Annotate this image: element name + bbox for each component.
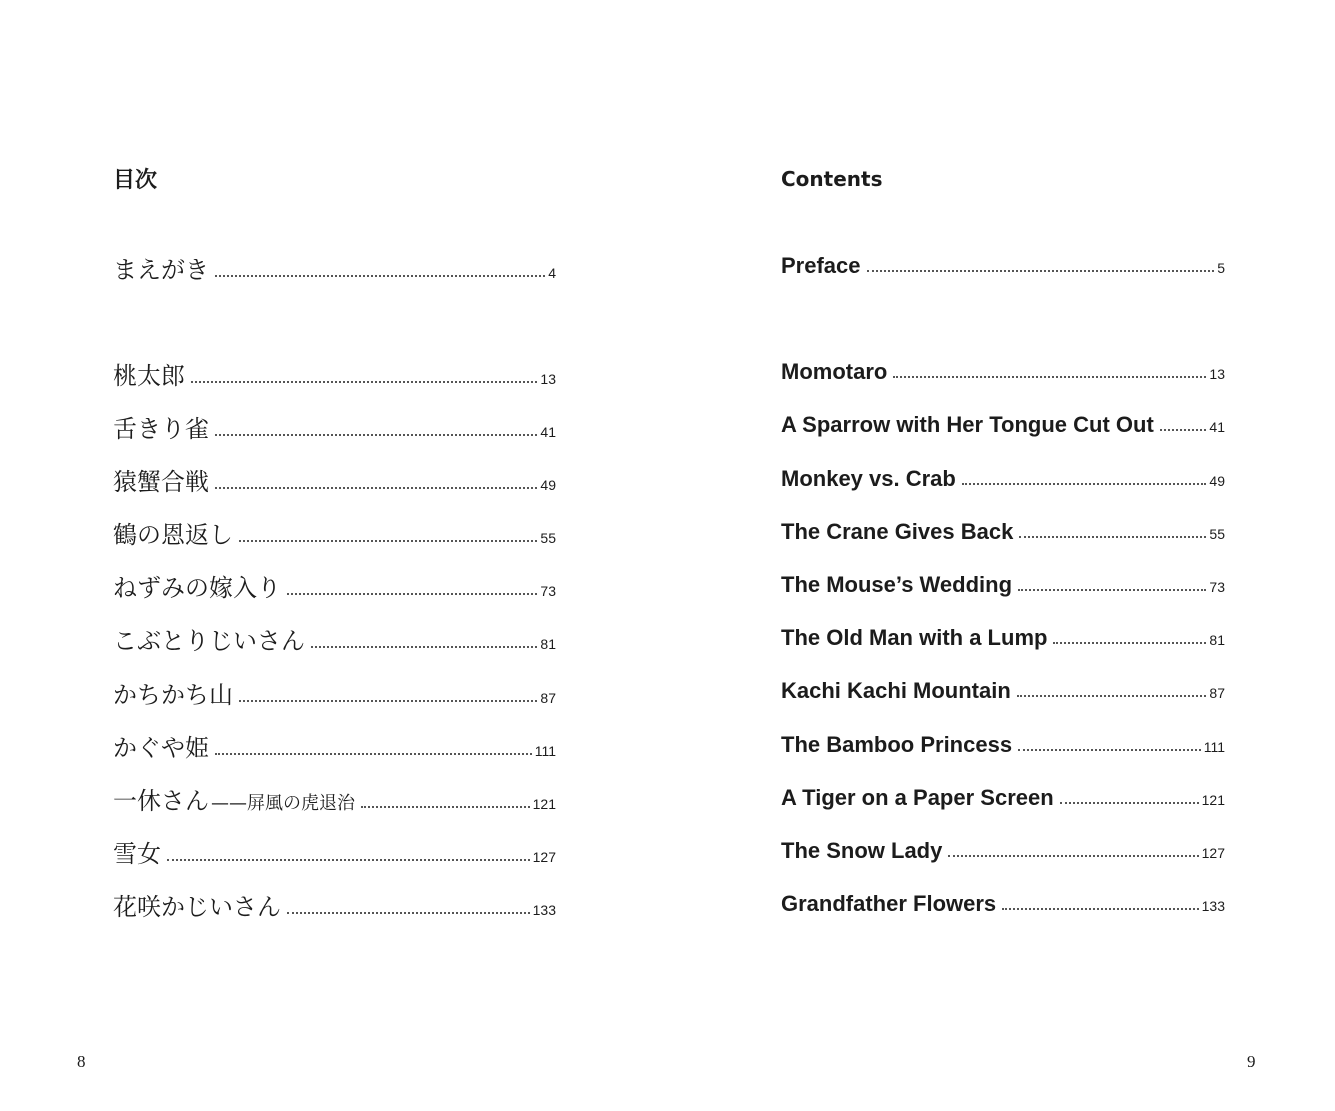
toc-entry[interactable]: [113, 887, 556, 922]
dot-leader: [215, 434, 537, 436]
entry-title: 雪女: [113, 840, 161, 868]
dot-leader: [1017, 695, 1207, 697]
entry-title: The Bamboo Princess: [781, 732, 1013, 757]
entry-title: Grandfather Flowers: [781, 891, 997, 916]
dot-leader: [311, 646, 537, 648]
left-page: [0, 0, 667, 1111]
toc-entry[interactable]: [781, 412, 1225, 438]
entry-title: 舌きり雀: [113, 415, 209, 443]
entry-title: かちかち山: [113, 681, 233, 709]
entry-page-number: 127: [1201, 845, 1225, 861]
toc-entry[interactable]: [113, 728, 556, 763]
dot-leader: [948, 855, 1198, 857]
entry-title: 一休さん: [113, 787, 209, 815]
entry-page-number: 13: [1209, 366, 1225, 382]
entry-page-number: 87: [1209, 685, 1225, 701]
toc-entry[interactable]: [781, 785, 1225, 811]
entry-page-number: 111: [534, 743, 556, 759]
dot-leader: [867, 270, 1215, 272]
entry-title: The Crane Gives Back: [781, 519, 1014, 544]
entry-title: 花咲かじいさん: [113, 893, 281, 921]
toc-entry[interactable]: [781, 625, 1225, 651]
dot-leader: [287, 593, 537, 595]
entry-title: 猿蟹合戦: [113, 468, 209, 496]
toc-entry[interactable]: [781, 891, 1225, 917]
toc-entry[interactable]: [113, 462, 556, 497]
toc-heading-english: Contents: [781, 167, 883, 191]
entry-page-number: 111: [1203, 739, 1225, 755]
entry-page-number: 13: [540, 371, 556, 387]
dot-leader: [167, 859, 530, 861]
entry-page-number: 121: [1201, 792, 1225, 808]
toc-entry[interactable]: [781, 466, 1225, 492]
dot-leader: [893, 376, 1206, 378]
entry-title: Monkey vs. Crab: [781, 466, 956, 491]
entry-page-number: 49: [540, 477, 556, 493]
entry-page-number: 41: [540, 424, 556, 440]
dot-leader: [215, 753, 532, 755]
entry-title: 桃太郎: [113, 362, 185, 390]
entry-title: A Sparrow with Her Tongue Cut Out: [781, 412, 1154, 437]
right-page: [667, 0, 1335, 1111]
toc-entry[interactable]: [113, 568, 556, 603]
toc-entry[interactable]: [113, 356, 556, 391]
entry-page-number: 73: [540, 583, 556, 599]
entry-title: まえがき: [113, 256, 209, 284]
entry-page-number: 81: [1209, 632, 1225, 648]
page-number-right: 9: [1247, 1052, 1256, 1071]
entry-page-number: 41: [1209, 419, 1225, 435]
dot-leader: [1002, 908, 1198, 910]
entry-page-number: 81: [540, 636, 556, 652]
entry-page-number: 5: [1217, 260, 1225, 276]
dot-leader: [239, 540, 537, 542]
entry-page-number: 4: [548, 265, 556, 281]
toc-entry-preface-jp[interactable]: [113, 250, 556, 285]
entry-page-number: 133: [1201, 898, 1225, 914]
entry-title: ねずみの嫁入り: [113, 574, 281, 602]
toc-entry[interactable]: [781, 732, 1225, 758]
toc-entry[interactable]: [781, 678, 1225, 704]
toc-entry[interactable]: [113, 675, 556, 710]
entry-page-number: 87: [540, 690, 556, 706]
entry-page-number: 127: [532, 849, 556, 865]
entry-title: The Mouse’s Wedding: [781, 572, 1013, 597]
toc-entry[interactable]: [113, 409, 556, 444]
entry-title: Kachi Kachi Mountain: [781, 678, 1011, 703]
entry-title: こぶとりじいさん: [113, 627, 305, 655]
toc-entry[interactable]: [781, 838, 1225, 864]
toc-entry[interactable]: [113, 781, 556, 816]
dot-leader: [239, 700, 537, 702]
dot-leader: [1160, 429, 1207, 431]
dot-leader: [1053, 642, 1206, 644]
dot-leader: [1019, 536, 1206, 538]
toc-entry-preface-en[interactable]: [781, 253, 1225, 279]
toc-entry[interactable]: [781, 359, 1225, 385]
dot-leader: [1018, 749, 1201, 751]
dot-leader: [962, 483, 1207, 485]
entry-subtitle: ——屏風の虎退治: [211, 793, 355, 814]
entry-page-number: 73: [1209, 579, 1225, 595]
entry-page-number: 49: [1209, 473, 1225, 489]
entry-title: The Snow Lady: [781, 838, 943, 863]
entry-page-number: 121: [532, 796, 556, 812]
toc-entry[interactable]: [113, 834, 556, 869]
toc-entry[interactable]: [113, 515, 556, 550]
entry-page-number: 133: [532, 902, 556, 918]
dot-leader: [215, 487, 537, 489]
dot-leader: [287, 912, 530, 914]
dot-leader: [191, 381, 537, 383]
entry-title: A Tiger on a Paper Screen: [781, 785, 1054, 810]
toc-heading-japanese: 目次: [113, 168, 158, 193]
entry-title: Momotaro: [781, 359, 888, 384]
toc-entry[interactable]: [781, 519, 1225, 545]
entry-title: かぐや姫: [113, 734, 209, 762]
entry-page-number: 55: [540, 530, 556, 546]
toc-entry[interactable]: [113, 621, 556, 656]
page-number-left: 8: [77, 1052, 86, 1071]
entry-title: 鶴の恩返し: [113, 521, 233, 549]
entry-title: Preface: [781, 253, 861, 278]
toc-entry[interactable]: [781, 572, 1225, 598]
dot-leader: [1060, 802, 1199, 804]
dot-leader: [215, 275, 545, 277]
entry-title: The Old Man with a Lump: [781, 625, 1048, 650]
dot-leader: [361, 806, 530, 808]
entry-page-number: 55: [1209, 526, 1225, 542]
dot-leader: [1018, 589, 1206, 591]
